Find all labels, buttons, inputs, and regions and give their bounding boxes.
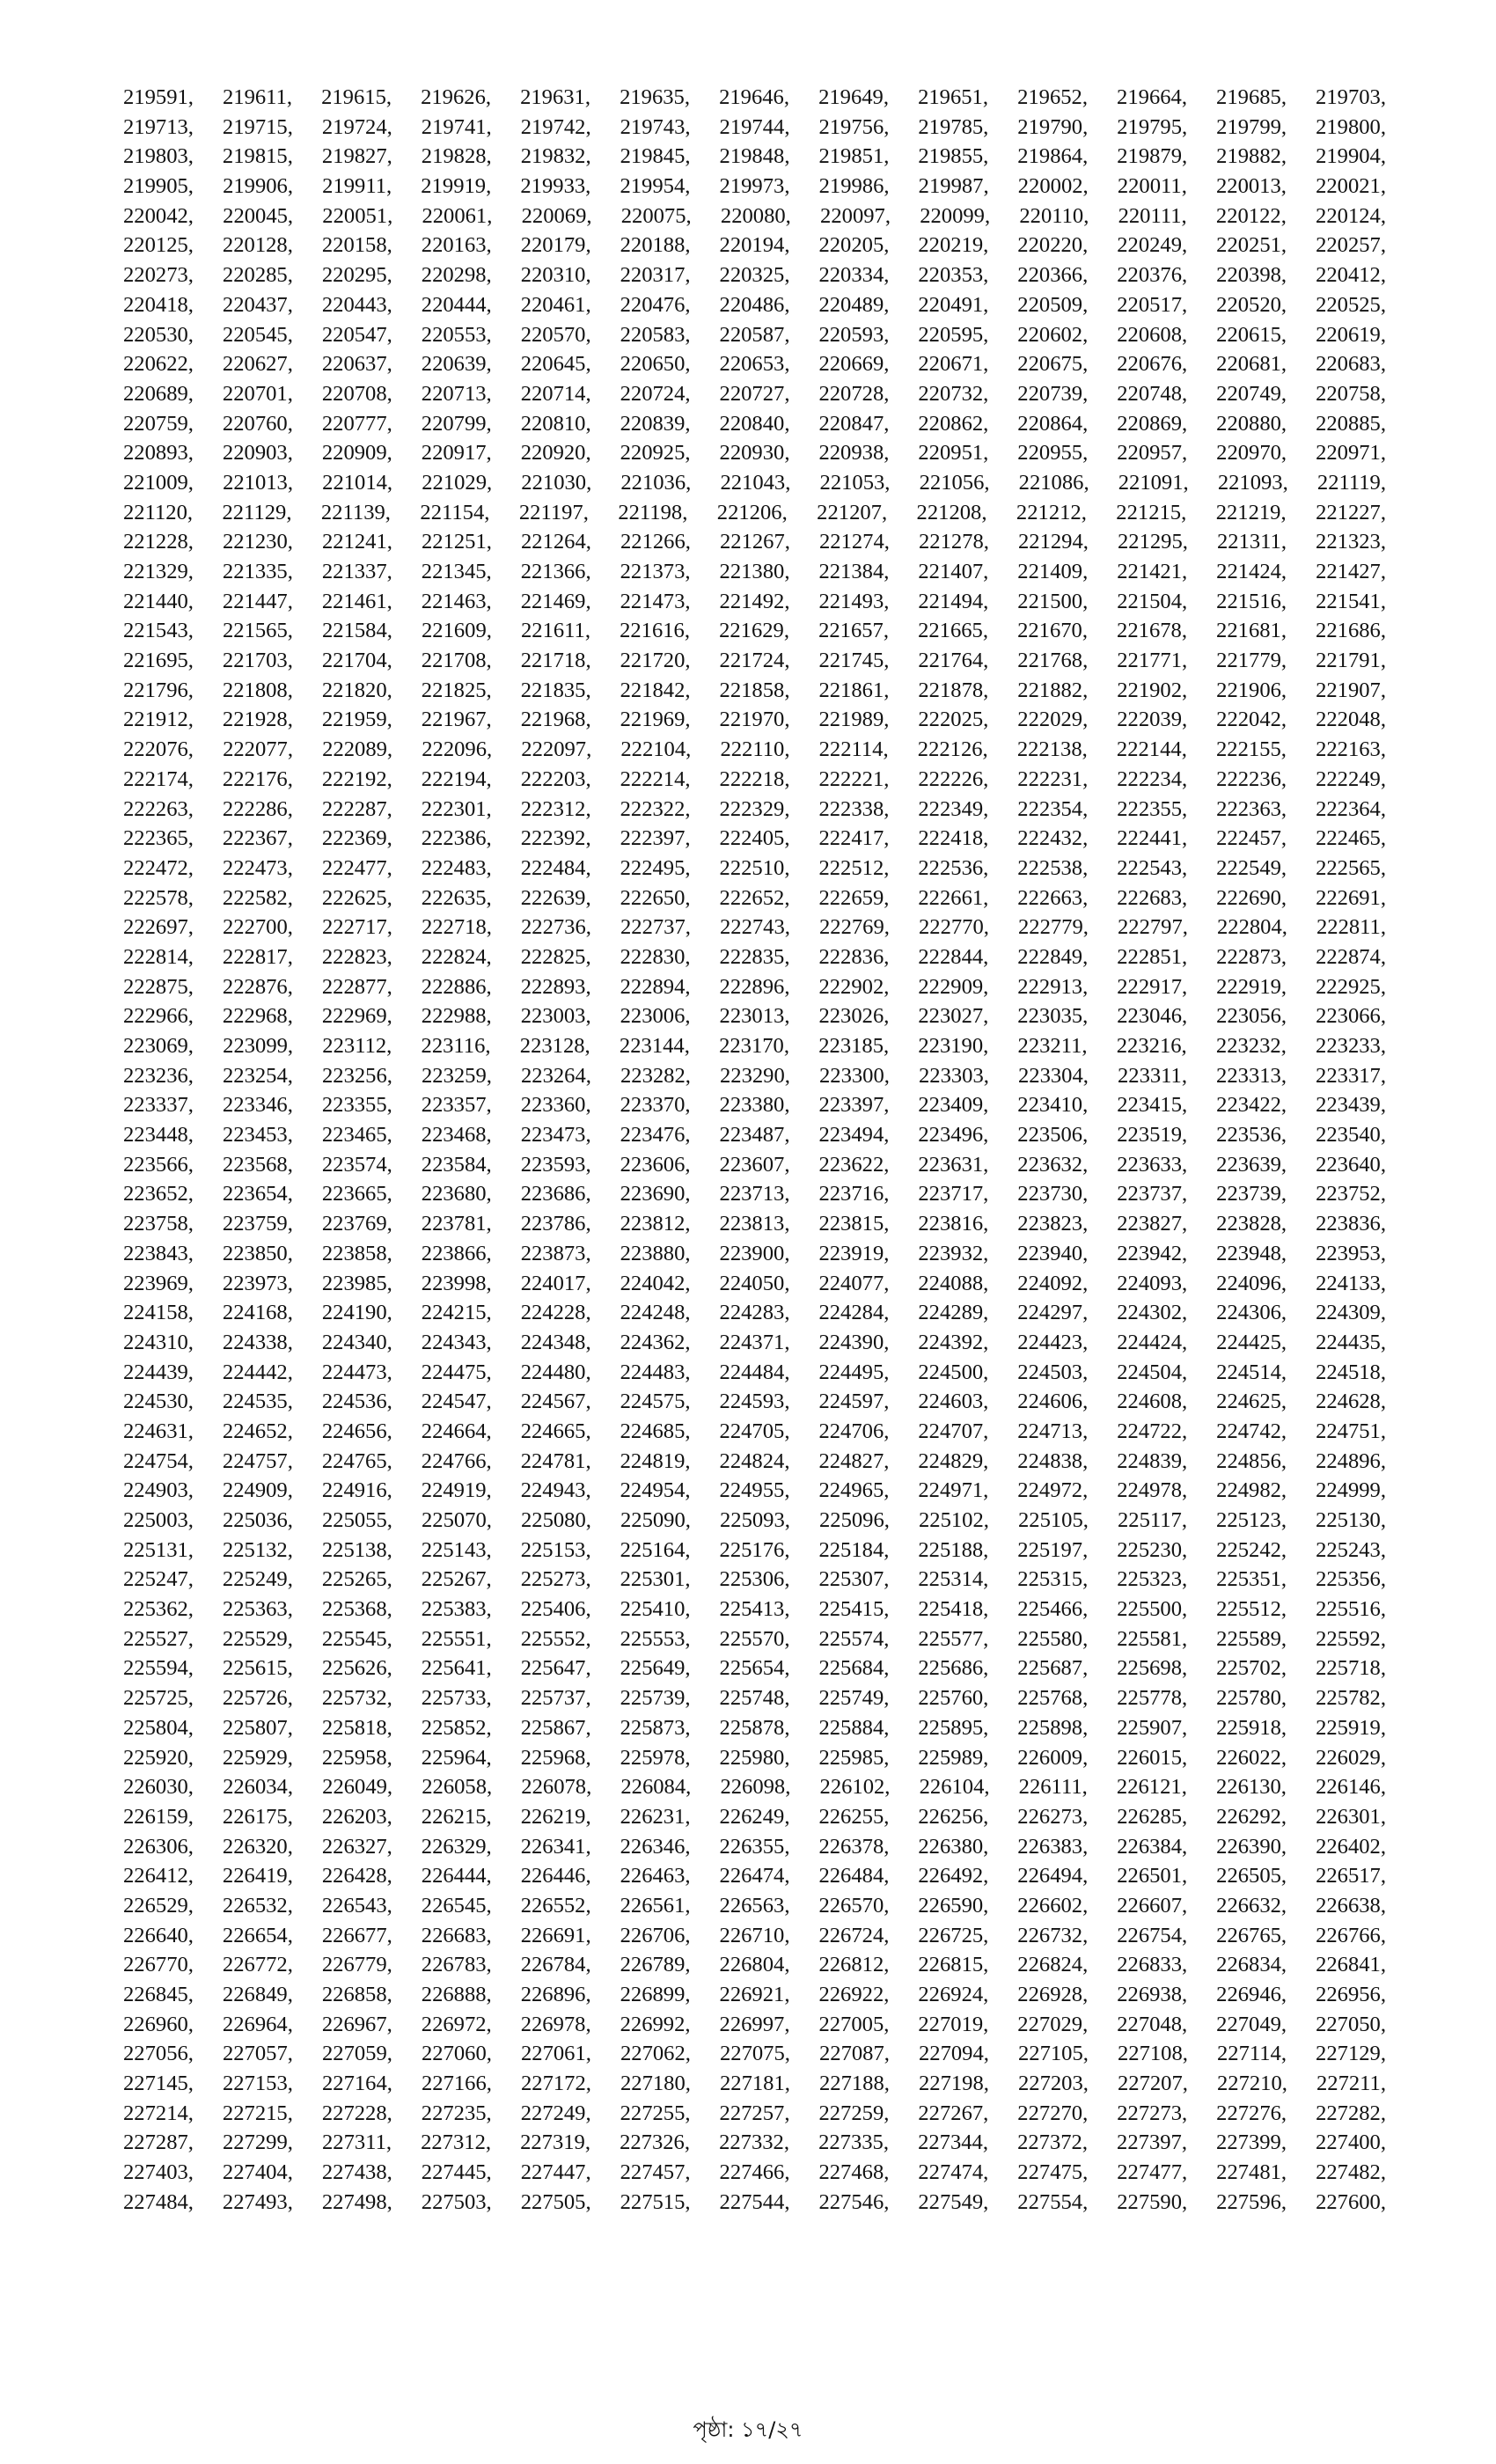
number-line: 225804, 225807, 225818, 225852, 225867, 225873, 225878, 225884, 225895, 225898, 225907, 225918, 225919, [123,1715,1386,1740]
number-line: 226960, 226964, 226967, 226972, 226978, 226992, 226997, 227005, 227019, 227029, 227048, 227049, 227050, [123,2012,1386,2036]
number-line: 223448, 223453, 223465, 223468, 223473, 223476, 223487, 223494, 223496, 223506, 223519, 223536, 223540, [123,1123,1386,1148]
number-line: 222814, 222817, 222823, 222824, 222825, 222830, 222835, 222836, 222844, 222849, 222851, 222873, 222874, [123,944,1386,969]
number-line: 222578, 222582, 222625, 222635, 222639, 222650, 222652, 222659, 222661, 222663, 222683, 222690, 222691, [123,885,1386,910]
number-line: 225920, 225929, 225958, 225964, 225968, 225978, 225980, 225985, 225989, 226009, 226015, 226022, 226029, [123,1745,1386,1770]
number-line: 227214, 227215, 227228, 227235, 227249, 227255, 227257, 227259, 227267, 227270, 227273, 227276, 227282, [123,2101,1386,2125]
number-line: 220622, 220627, 220637, 220639, 220645, 220650, 220653, 220669, 220671, 220675, 220676, 220681, 220683, [123,352,1386,377]
number-line: 225003, 225036, 225055, 225070, 225080, 225090, 225093, 225096, 225102, 225105, 225117, 225123, 225130, [123,1508,1386,1532]
number-line: 224310, 224338, 224340, 224343, 224348, 224362, 224371, 224390, 224392, 224423, 224424, 224425, 224435, [123,1330,1386,1354]
number-line: 222365, 222367, 222369, 222386, 222392, 222397, 222405, 222417, 222418, 222432, 222441, 222457, 222465, [123,826,1386,851]
number-line: 223337, 223346, 223355, 223357, 223360, 223370, 223380, 223397, 223409, 223410, 223415, 223422, 223439, [123,1093,1386,1118]
number-list [123,83,1386,2218]
number-line: 221796, 221808, 221820, 221825, 221835, 221842, 221858, 221861, 221878, 221882, 221902, 221906, 221907, [123,678,1386,702]
number-line: 221543, 221565, 221584, 221609, 221611, 221616, 221629, 221657, 221665, 221670, 221678, 221681, 221686, [123,619,1386,643]
number-line: 225725, 225726, 225732, 225733, 225737, 225739, 225748, 225749, 225760, 225768, 225778, 225780, 225782, [123,1686,1386,1711]
number-line: 220273, 220285, 220295, 220298, 220310, 220317, 220325, 220334, 220353, 220366, 220376, 220398, 220412, [123,263,1386,288]
number-line: 223843, 223850, 223858, 223866, 223873, 223880, 223900, 223919, 223932, 223940, 223942, 223948, 223953, [123,1241,1386,1265]
number-line: 221912, 221928, 221959, 221967, 221968, 221969, 221970, 221989, 222025, 222029, 222039, 222042, 222048, [123,708,1386,732]
number-line: 219803, 219815, 219827, 219828, 219832, 219845, 219848, 219851, 219855, 219864, 219879, 219882, 219904, [123,144,1386,169]
number-line: 226159, 226175, 226203, 226215, 226219, 226231, 226249, 226255, 226256, 226273, 226285, 226292, 226301, [123,1804,1386,1829]
number-line: 222076, 222077, 222089, 222096, 222097, 222104, 222110, 222114, 222126, 222138, 222144, 222155, 222163, [123,737,1386,762]
number-line: 226412, 226419, 226428, 226444, 226446, 226463, 226474, 226484, 226492, 226494, 226501, 226505, 226517, [123,1864,1386,1888]
number-line: 223969, 223973, 223985, 223998, 224017, 224042, 224050, 224077, 224088, 224092, 224093, 224096, 224133, [123,1271,1386,1295]
number-line: 227287, 227299, 227311, 227312, 227319, 227326, 227332, 227335, 227344, 227372, 227397, 227399, 227400, [123,2130,1386,2155]
number-line: 227056, 227057, 227059, 227060, 227061, 227062, 227075, 227087, 227094, 227105, 227108, 227114, 227129, [123,2042,1386,2066]
number-line: 226030, 226034, 226049, 226058, 226078, 226084, 226098, 226102, 226104, 226111, 226121, 226130, 226146, [123,1775,1386,1800]
number-line: 225131, 225132, 225138, 225143, 225153, 225164, 225176, 225184, 225188, 225197, 225230, 225242, 225243, [123,1537,1386,1562]
number-line: 223069, 223099, 223112, 223116, 223128, 223144, 223170, 223185, 223190, 223211, 223216, 223232, 223233, [123,1034,1386,1058]
number-line: 223652, 223654, 223665, 223680, 223686, 223690, 223713, 223716, 223717, 223730, 223737, 223739, 223752, [123,1182,1386,1206]
number-line: 219713, 219715, 219724, 219741, 219742, 219743, 219744, 219756, 219785, 219790, 219795, 219799, 219800, [123,114,1386,139]
number-line: 222966, 222968, 222969, 222988, 223003, 223006, 223013, 223026, 223027, 223035, 223046, 223056, 223066, [123,1004,1386,1029]
number-line: 224158, 224168, 224190, 224215, 224228, 224248, 224283, 224284, 224289, 224297, 224302, 224306, 224309, [123,1301,1386,1325]
number-line: 224439, 224442, 224473, 224475, 224480, 224483, 224484, 224495, 224500, 224503, 224504, 224514, 224518, [123,1360,1386,1384]
number-line: 225247, 225249, 225265, 225267, 225273, 225301, 225306, 225307, 225314, 225315, 225323, 225351, 225356, [123,1567,1386,1592]
number-line: 223236, 223254, 223256, 223259, 223264, 223282, 223290, 223300, 223303, 223304, 223311, 223313, 223317, [123,1063,1386,1088]
number-line: 221329, 221335, 221337, 221345, 221366, 221373, 221380, 221384, 221407, 221409, 221421, 221424, 221427, [123,560,1386,583]
number-line: 222875, 222876, 222877, 222886, 222893, 222894, 222896, 222902, 222909, 222913, 222917, 222919, 222925, [123,974,1386,999]
number-line: 221009, 221013, 221014, 221029, 221030, 221036, 221043, 221053, 221056, 221086, 221091, 221093, 221119, [123,470,1386,495]
number-line: 225594, 225615, 225626, 225641, 225647, 225649, 225654, 225684, 225686, 225687, 225698, 225702, 225718, [123,1656,1386,1681]
number-line: 227484, 227493, 227498, 227503, 227505, 227515, 227544, 227546, 227549, 227554, 227590, 227596, 227600, [123,2189,1386,2214]
number-line: 223758, 223759, 223769, 223781, 223786, 223812, 223813, 223815, 223816, 223823, 223827, 223828, 223836, [123,1212,1386,1236]
number-line: 227403, 227404, 227438, 227445, 227447, 227457, 227466, 227468, 227474, 227475, 227477, 227481, 227482, [123,2160,1386,2185]
number-line: 226640, 226654, 226677, 226683, 226691, 226706, 226710, 226724, 226725, 226732, 226754, 226765, 226766, [123,1923,1386,1947]
number-line: 219591, 219611, 219615, 219626, 219631, 219635, 219646, 219649, 219651, 219652, 219664, 219685, 219703, [123,85,1386,109]
number-line: 219905, 219906, 219911, 219919, 219933, 219954, 219973, 219986, 219987, 220002, 220011, 220013, 220021, [123,174,1386,199]
number-line: 220530, 220545, 220547, 220553, 220570, 220583, 220587, 220593, 220595, 220602, 220608, 220615, 220619, [123,322,1386,347]
number-line: 220042, 220045, 220051, 220061, 220069, 220075, 220080, 220097, 220099, 220110, 220111, 220122, 220124, [123,203,1386,228]
number-line: 226845, 226849, 226858, 226888, 226896, 226899, 226921, 226922, 226924, 226928, 226938, 226946, 226956, [123,1983,1386,2006]
number-line: 224754, 224757, 224765, 224766, 224781, 224819, 224824, 224827, 224829, 224838, 224839, 224856, 224896, [123,1448,1386,1473]
number-line: 222472, 222473, 222477, 222483, 222484, 222495, 222510, 222512, 222536, 222538, 222543, 222549, 222565, [123,855,1386,880]
number-line: 220418, 220437, 220443, 220444, 220461, 220476, 220486, 220489, 220491, 220509, 220517, 220520, 220525, [123,292,1386,317]
number-line: 221440, 221447, 221461, 221463, 221469, 221473, 221492, 221493, 221494, 221500, 221504, 221516, 221541, [123,589,1386,613]
number-line: 226529, 226532, 226543, 226545, 226552, 226561, 226563, 226570, 226590, 226602, 226607, 226632, 226638, [123,1893,1386,1918]
number-line: 225362, 225363, 225368, 225383, 225406, 225410, 225413, 225415, 225418, 225466, 225500, 225512, 225516, [123,1597,1386,1622]
number-line: 227145, 227153, 227164, 227166, 227172, 227180, 227181, 227188, 227198, 227203, 227207, 227210, 227211, [123,2072,1386,2096]
number-line: 222263, 222286, 222287, 222301, 222312, 222322, 222329, 222338, 222349, 222354, 222355, 222363, 222364, [123,796,1386,821]
number-line: 226770, 226772, 226779, 226783, 226784, 226789, 226804, 226812, 226815, 226824, 226833, 226834, 226841, [123,1953,1386,1977]
number-line: 222697, 222700, 222717, 222718, 222736, 222737, 222743, 222769, 222770, 222779, 222797, 222804, 222811, [123,915,1386,940]
number-line: 221120, 221129, 221139, 221154, 221197, 221198, 221206, 221207, 221208, 221212, 221215, 221219, 221227, [123,500,1386,524]
page-number-footer: পৃষ্ঠা: ১৭/২৭ [693,2417,803,2442]
number-line: 224530, 224535, 224536, 224547, 224567, 224575, 224593, 224597, 224603, 224606, 224608, 224625, 224628, [123,1390,1386,1414]
number-line: 221695, 221703, 221704, 221708, 221718, 221720, 221724, 221745, 221764, 221768, 221771, 221779, 221791, [123,649,1386,673]
number-line: 220893, 220903, 220909, 220917, 220920, 220925, 220930, 220938, 220951, 220955, 220957, 220970, 220971, [123,441,1386,466]
number-line: 225527, 225529, 225545, 225551, 225552, 225553, 225570, 225574, 225577, 225580, 225581, 225589, 225592, [123,1626,1386,1651]
number-line: 226306, 226320, 226327, 226329, 226341, 226346, 226355, 226378, 226380, 226383, 226384, 226390, 226402, [123,1834,1386,1859]
number-line: 220759, 220760, 220777, 220799, 220810, 220839, 220840, 220847, 220862, 220864, 220869, 220880, 220885, [123,411,1386,436]
number-line: 223566, 223568, 223574, 223584, 223593, 223606, 223607, 223622, 223631, 223632, 223633, 223639, 223640, [123,1152,1386,1177]
number-line: 220125, 220128, 220158, 220163, 220179, 220188, 220194, 220205, 220219, 220220, 220249, 220251, 220257, [123,233,1386,258]
number-line: 220689, 220701, 220708, 220713, 220714, 220724, 220727, 220728, 220732, 220739, 220748, 220749, 220758, [123,381,1386,406]
number-line: 222174, 222176, 222192, 222194, 222203, 222214, 222218, 222221, 222226, 222231, 222234, 222236, 222249, [123,766,1386,791]
number-line: 224903, 224909, 224916, 224919, 224943, 224954, 224955, 224965, 224971, 224972, 224978, 224982, 224999, [123,1478,1386,1503]
number-line: 224631, 224652, 224656, 224664, 224665, 224685, 224705, 224706, 224707, 224713, 224722, 224742, 224751, [123,1419,1386,1443]
number-line: 221228, 221230, 221241, 221251, 221264, 221266, 221267, 221274, 221278, 221294, 221295, 221311, 221323, [123,530,1386,554]
